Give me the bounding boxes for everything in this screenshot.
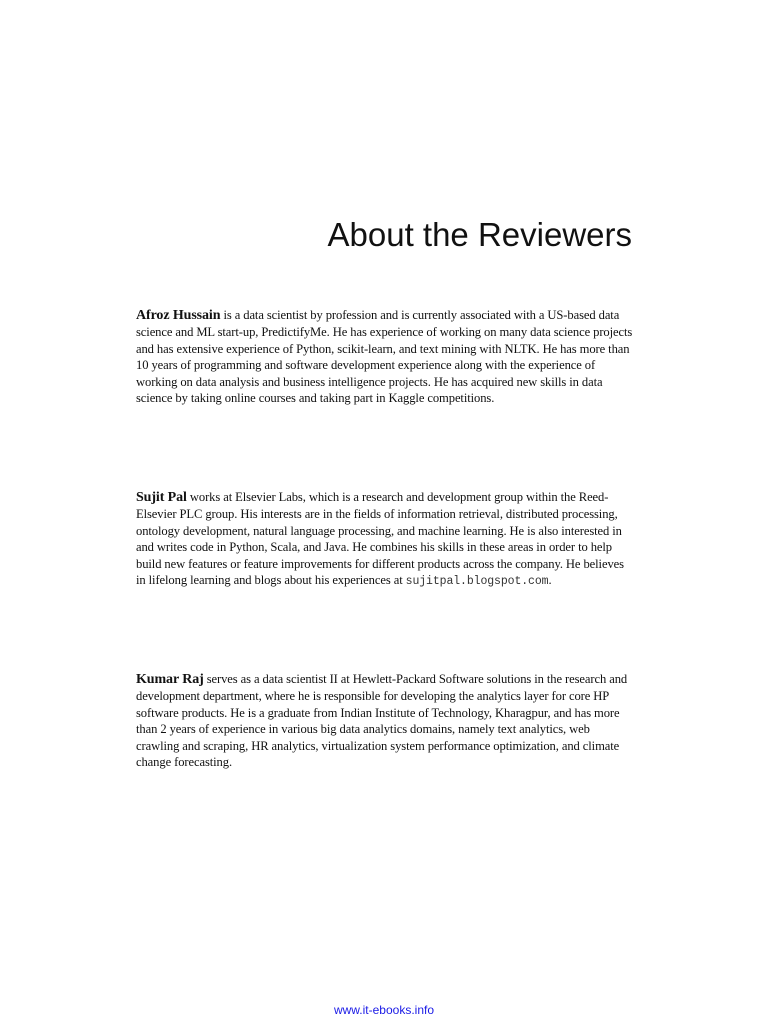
reviewer-bio-end: . [548, 573, 552, 588]
reviewer-name: Afroz Hussain [136, 308, 221, 323]
blog-url: sujitpal.blogspot.com [405, 575, 549, 589]
page-title: About the Reviewers [327, 216, 632, 253]
reviewer-bio [136, 307, 636, 406]
reviewer-bio [136, 489, 636, 590]
reviewer-name: Sujit Pal [136, 490, 187, 505]
reviewer-bio [136, 671, 636, 770]
reviewer-name: Kumar Raj [136, 672, 204, 687]
footer-link[interactable]: www.it-ebooks.info [333, 1003, 435, 1017]
reviewer-bio-text: serves as a data scientist II at Hewlett-Packard Software solutions in the research and development department, where he is responsible for developing the analytics layer for core HP software products. He is a graduate from Indian Institute of Technology, Kharagpur, and has more than 2 years of experience in various big data analytics domains, namely text analytics, web crawling and scraping, HR analytics, virtualization system performance optimization, and climate change forecasting. [136, 672, 628, 770]
reviewer-bio-text: works at Elsevier Labs, which is a research and development group within the Reed-Elsevier PLC group. His interests are in the fields of information retrieval, distributed processing, ontology development, natural language processing, and machine learning. He is also interested in and writes code in Python, Scala, and Java. He combines his skills in these areas in order to help build new features or feature improvements for different products across the company. He believes in lifelong learning and blogs about his experiences at [136, 490, 624, 588]
reviewer-bio-text: is a data scientist by profession and is currently associated with a US-based data science and ML start-up, PredictifyMe. He has experience of working on many data science projects and has extensive experience of Python, scikit-learn, and text mining with NLTK. He has more than 10 years of programming and software development experience along with the experience of working on data analysis and business intelligence projects. He has acquired new skills in data science by taking online courses and taking part in Kaggle competitions. [136, 308, 633, 406]
